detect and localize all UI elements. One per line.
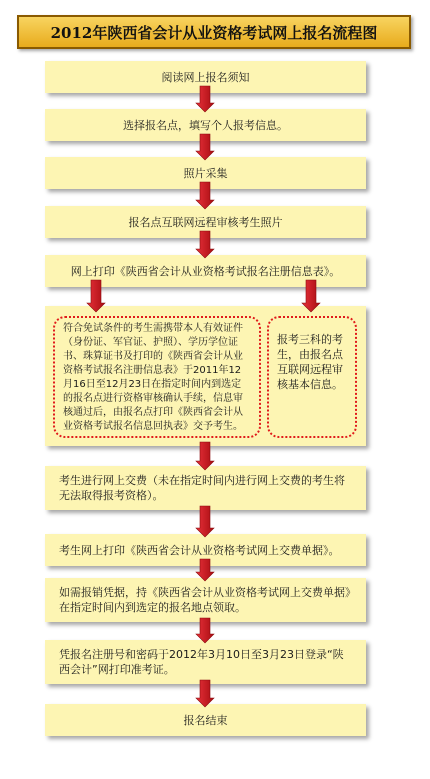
arrow-ticket-to-end <box>196 680 214 707</box>
arrow-print-to-exempt <box>87 280 105 312</box>
step-print-receipt: 考生网上打印《陕西省会计从业资格考试网上交费单据》。 <box>45 534 366 566</box>
three-subject-note: 报考三科的考生，由报名点互联网远程审核基本信息。 <box>267 316 357 438</box>
arrow-print-to-three-subject <box>302 280 320 312</box>
arrow-read-to-choose <box>196 86 214 112</box>
arrow-invoice-to-ticket <box>196 618 214 643</box>
step-choose-point: 选择报名点，填写个人报考信息。 <box>45 109 366 141</box>
step-print-form: 网上打印《陕西省会计从业资格考试报名注册信息表》。 <box>45 255 366 287</box>
step-end: 报名结束 <box>45 704 366 736</box>
step-online-pay: 考生进行网上交费（未在指定时间内进行网上交费的考生将无法取得报考资格）。 <box>45 466 366 510</box>
step-invoice: 如需报销凭据，持《陕西省会计从业资格考试网上交费单据》在指定时间内到选定的报名地点领取。 <box>45 578 366 622</box>
arrow-photo-to-review <box>196 182 214 209</box>
arrow-pay-to-receipt <box>196 506 214 537</box>
arrow-receipt-to-invoice <box>196 559 214 581</box>
arrow-verify-to-pay <box>196 442 214 470</box>
exempt-condition-note: 符合免试条件的考生需携带本人有效证件（身份证、军官证、护照）、学历学位证书、珠算证书及打印的《陕西省会计从业资格考试报名注册信息表》于2011年12月16日至12月23日在指定时间内到选定的报名点进行资格审核确认手续，信息审核通过后，由报名点打印《陕西省会计从业资格考试报名信息回执表》交予考生。 <box>53 316 261 438</box>
step-photo: 照片采集 <box>45 157 366 189</box>
step-print-ticket: 凭报名注册号和密码于2012年3月10日至3月23日登录“陕西会计”网打印准考证。 <box>45 640 366 684</box>
flowchart-title: 2012年陕西省会计从业资格考试网上报名流程图 <box>17 15 411 49</box>
arrow-choose-to-photo <box>196 134 214 160</box>
arrow-review-to-print <box>196 231 214 258</box>
step-read-notice: 阅读网上报名须知 <box>45 61 366 93</box>
step-remote-review: 报名点互联网远程审核考生照片 <box>45 206 366 238</box>
